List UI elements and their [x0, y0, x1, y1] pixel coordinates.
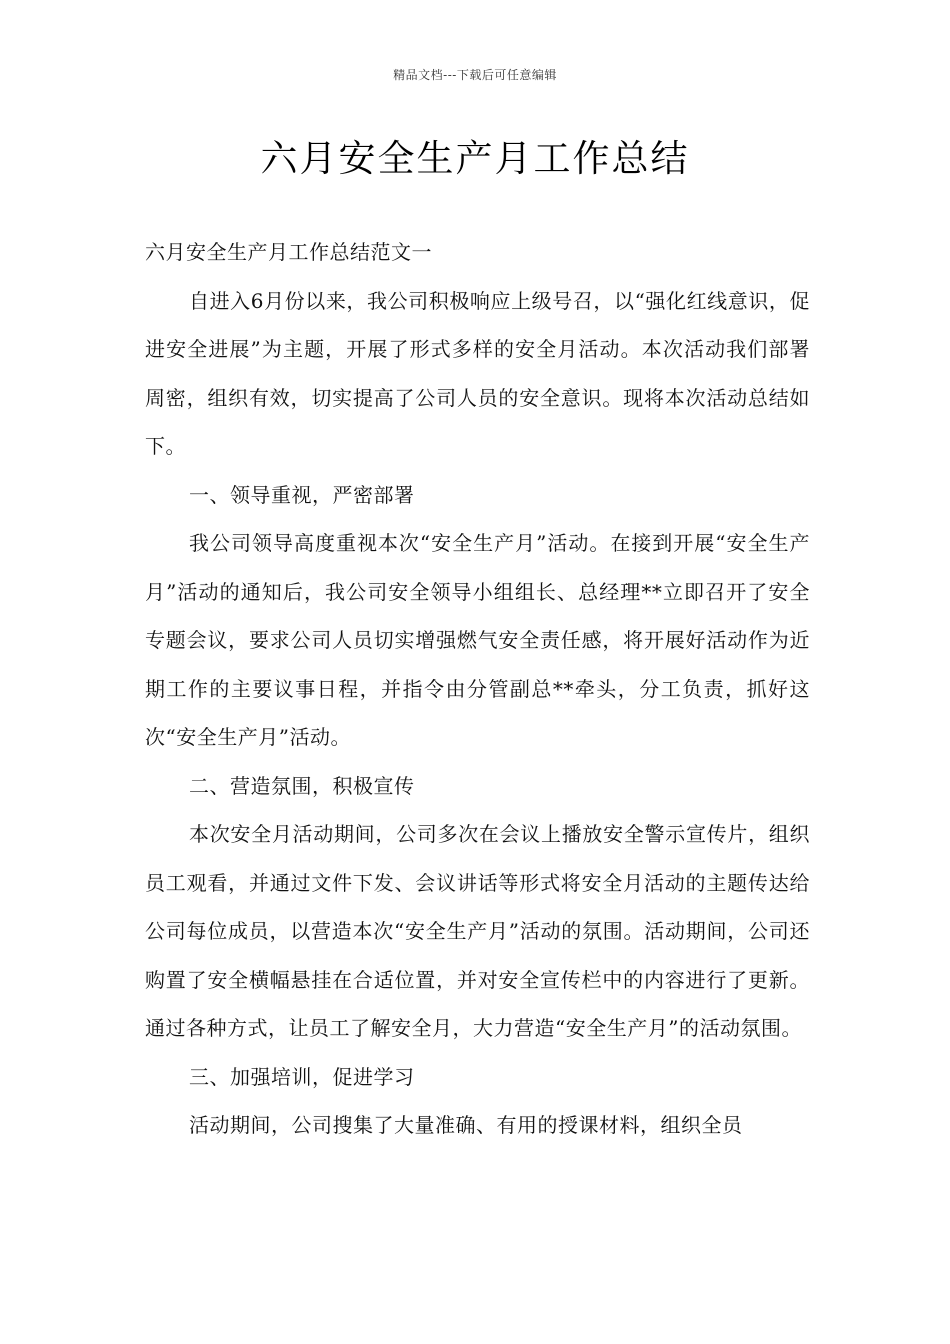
document-body [145, 228, 810, 1150]
section-2-paragraph: 本次安全月活动期间，公司多次在会议上播放安全警示宣传片，组织员工观看，并通过文件下发、会议讲话等形式将安全月活动的主题传达给公司每位成员，以营造本次“安全生产月”活动的氛围。活动期间，公司还购置了安全横幅悬挂在合适位置，并对安全宣传栏中的内容进行了更新。通过各种方式，让员工了解安全月，大力营造“安全生产月”的活动氛围。 [145, 822, 810, 1040]
intro-paragraph: 自进入6月份以来，我公司积极响应上级号召，以“强化红线意识，促进安全进展”为主题，开展了形式多样的安全月活动。本次活动我们部署周密，组织有效，切实提高了公司人员的安全意识。现将本次活动总结如下。 [145, 288, 810, 458]
section-heading-2: 二、营造氛围，积极宣传 [189, 773, 415, 798]
document-title: 六月安全生产月工作总结 [260, 137, 690, 180]
section-1-paragraph: 我公司领导高度重视本次“安全生产月”活动。在接到开展“安全生产月”活动的通知后，我公司安全领导小组组长、总经理**立即召开了安全专题会议，要求公司人员切实增强燃气安全责任感，将开展好活动作为近期工作的主要议事日程，并指令由分管副总**牵头，分工负责，抓好这次“安全生产月”活动。 [145, 531, 810, 749]
section-heading-1: 一、领导重视，严密部署 [189, 482, 415, 507]
section-3-paragraph: 活动期间，公司搜集了大量准确、有用的授课材料，组织全员 [189, 1113, 743, 1137]
section-heading-3: 三、加强培训，促进学习 [189, 1064, 415, 1089]
subtitle-paragraph: 六月安全生产月工作总结范文一 [145, 240, 432, 264]
header-note: 精品文档---下载后可任意编辑 [393, 68, 557, 82]
